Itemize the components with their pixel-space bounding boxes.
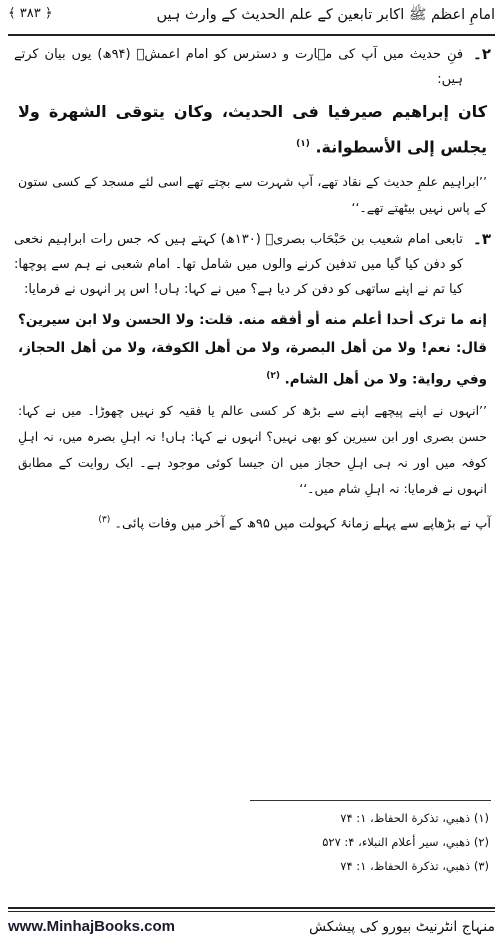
- footnote-item: (۳) ذهبي، تذكرة الحفاظ، ۱: ۷۴: [340, 859, 489, 873]
- closing-paragraph: [14, 508, 491, 536]
- paragraph-number: ۳۔: [473, 230, 491, 249]
- footnote-divider: [250, 800, 491, 801]
- page-footer: [8, 918, 495, 935]
- page-number: ﴿ ۳۸۳ ﴾: [8, 6, 53, 21]
- footnotes: [322, 806, 489, 878]
- page-body: [14, 42, 491, 536]
- footnote-marker: (۲): [266, 371, 280, 382]
- running-title: امامِ اعظم ﷺ اکابر تابعین کے علم الحدیث کے وارث ہیں: [156, 7, 495, 23]
- footnote-marker: (۱): [296, 139, 310, 149]
- footer-divider: [8, 907, 495, 909]
- footnote-marker: (۳): [98, 514, 111, 525]
- urdu-translation: ’’انہوں نے اپنے پیچھے اپنے سے بڑھ کر کسی عالم یا فقیہ کو نہیں چھوڑا۔ میں نے کہا: حسن بصری اور ابن سیرین کو بھی نہیں؟ انہوں نے کہا: ہاں! نہ اہلِ بصرہ میں، نہ اہلِ کوفہ میں اور نہ ہی اہلِ حجاز میں ان جیسا کوئی موجود ہے۔ ایک روایت کے مطابق انہوں نے فرمایا: نہ اہلِ شام میں۔‘‘: [18, 402, 487, 496]
- arabic-text: كان إبراهيم صيرفيا فى الحديث، وكان يتوقى الشهرة ولا يجلس إلى الأسطوانة.: [18, 102, 487, 157]
- paragraph-text: تابعی امام شعیب بن حَبْحَاب بصریؒ (۱۳۰ھ) کہتے ہیں کہ جس رات ابراہیم نخعی کو دفن کیا گیا میں تدفین کرنے والوں میں شامل تھا۔ امام شعبی نے ہم سے پوچھا: کیا تم نے اپنے ساتھی کو دفن کر دیا ہے؟ میں نے کہا: ہاں! اس پر انہوں نے فرمایا:: [14, 232, 464, 298]
- paragraph-3: [14, 227, 491, 302]
- footnote-item: (۲) ذهبي، سير أعلام النبلاء، ۴: ۵۲۷: [322, 835, 489, 849]
- footnote-item: (۱) ذهبي، تذكرة الحفاظ، ۱: ۷۴: [340, 811, 489, 825]
- arabic-quotation: [14, 96, 491, 163]
- page-header: [8, 6, 495, 36]
- closing-text: آپ نے بڑھاپے سے پہلے زمانۂ کہولت میں ۹۵ھ کے آخر میں وفات پائی۔: [114, 516, 491, 532]
- paragraph-text: فنِ حدیث میں آپ کی مہارت و دسترس کو امام اعمشؒ (۹۴ھ) یوں بیان کرتے ہیں:: [14, 47, 464, 87]
- paragraph-2: [14, 42, 491, 92]
- urdu-translation: ’’ابراہیم علمِ حدیث کے نقاد تھے، آپ شہرت سے بچتے تھے اسی لئے مسجد کے کسی ستون کے پاس نہیں بیٹھتے تھے۔‘‘: [18, 174, 487, 216]
- header-divider: [8, 34, 495, 36]
- website-url: www.MinhajBooks.com: [8, 918, 175, 935]
- footer-divider-thin: [8, 911, 495, 912]
- arabic-text: إنه ما ترک أحدا أعلم منه أو أفقه منه. قلت: ولا الحسن ولا ابن سيرين؟ قال: نعم! ولا من أهل البصرة، ولا من أهل الكوفة، ولا من أهل الحجاز، وفي رواية: ولا من أهل الشام.: [18, 312, 487, 388]
- paragraph-number: ۲۔: [473, 45, 491, 63]
- arabic-quotation: [14, 306, 491, 394]
- publisher-credit: منہاج انٹرنیٹ بیورو کی پیشکش: [308, 918, 495, 935]
